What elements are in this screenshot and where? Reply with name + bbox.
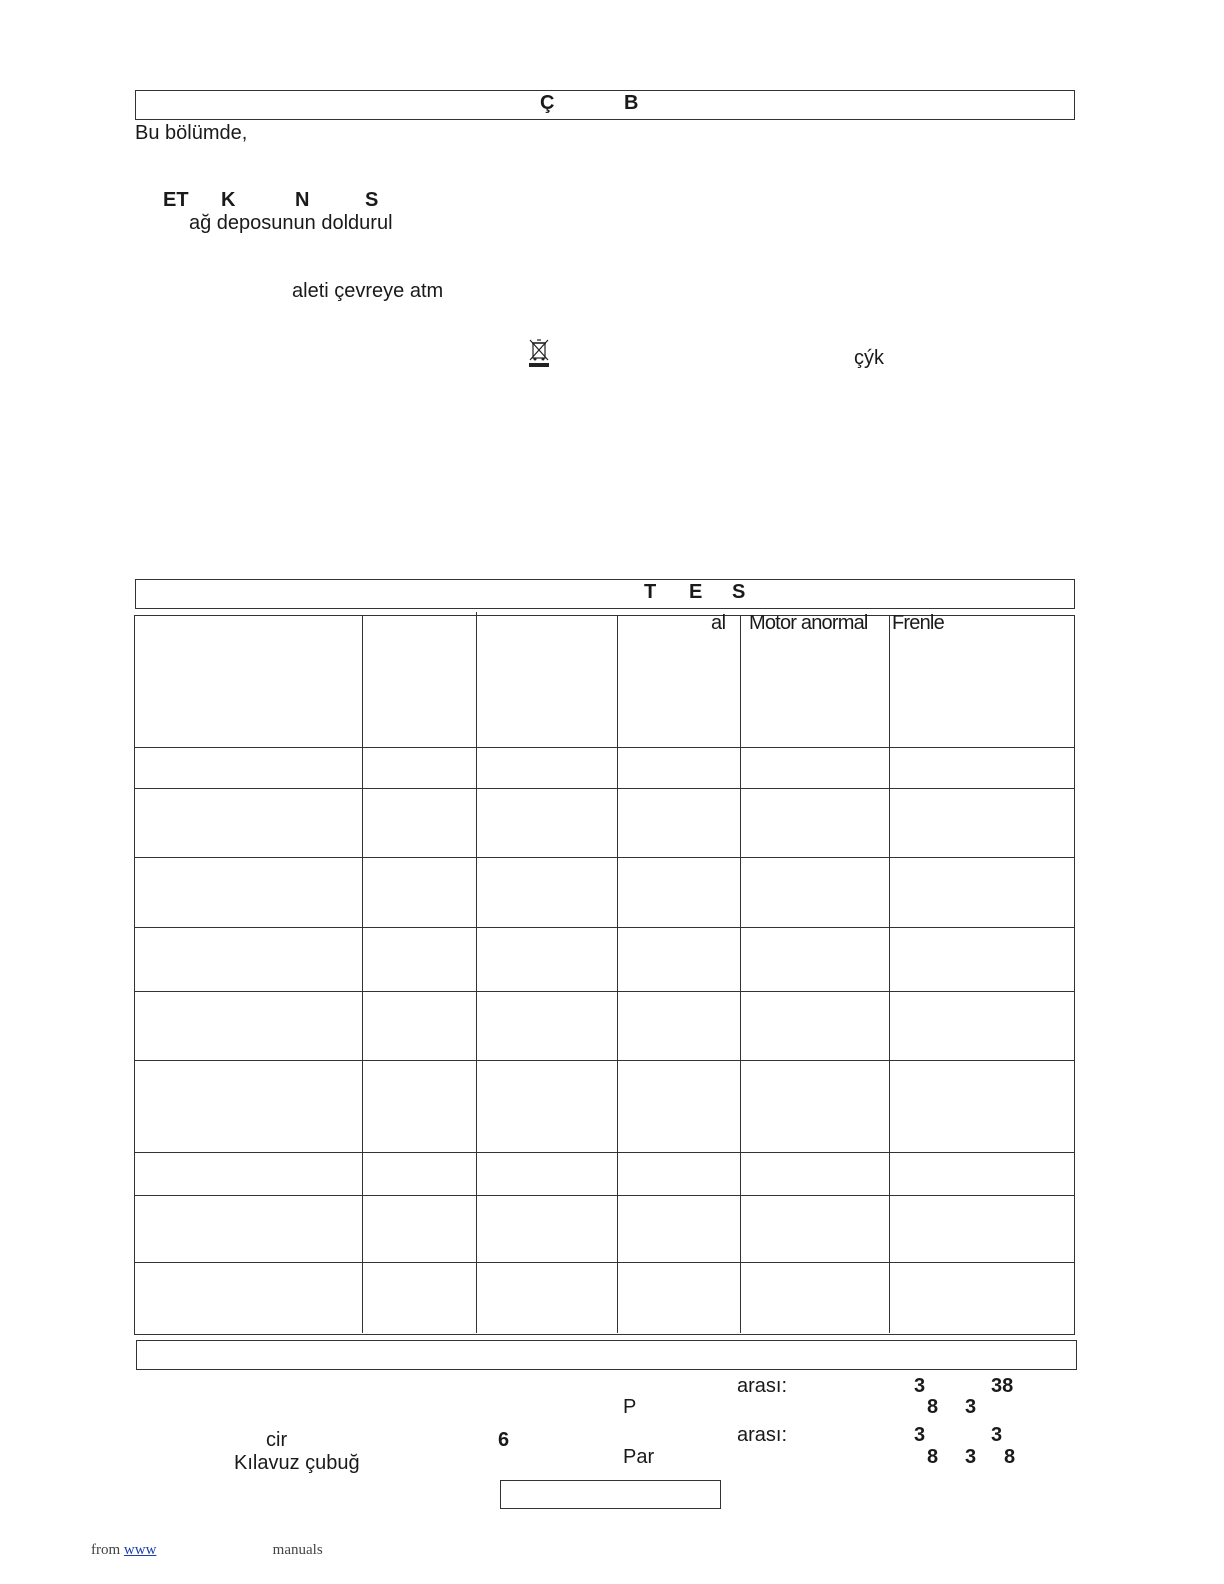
footer-from: from	[91, 1542, 121, 1558]
spec-value: 3	[965, 1396, 977, 1418]
subheading-fragment: S	[365, 189, 379, 211]
spec-label: arası:	[737, 1375, 788, 1397]
table-row-divider	[135, 991, 1074, 992]
crossed-bin-icon	[528, 338, 550, 368]
table-column-divider	[362, 615, 363, 1333]
footer-source	[91, 1542, 323, 1559]
table-header-cell: Motor anormal	[749, 612, 868, 634]
spec-value: 3	[991, 1424, 1003, 1446]
table-column-divider	[617, 615, 618, 1333]
spec-value: 3	[914, 1375, 926, 1397]
section1-line1: ağ deposunun doldurul	[189, 212, 393, 234]
section1-header-letter: B	[624, 92, 639, 114]
section1-intro: Bu bölümde,	[135, 122, 248, 144]
spec-left-text: cir	[266, 1429, 288, 1451]
table-column-divider	[889, 615, 890, 1333]
table-row-divider	[135, 1060, 1074, 1061]
table-row-divider	[135, 857, 1074, 858]
footer-manuals: manuals	[272, 1542, 323, 1558]
spec-left-text: Kılavuz çubuğ	[234, 1452, 360, 1474]
subheading-fragment: K	[221, 189, 236, 211]
table-row-divider	[135, 1152, 1074, 1153]
table-row-divider	[135, 747, 1074, 748]
section1-header-box	[135, 90, 1075, 120]
table-row-divider	[135, 1262, 1074, 1263]
footer-www[interactable]: www	[123, 1542, 157, 1558]
table-header-cell: Frenle	[892, 612, 944, 634]
section1-line2: aleti çevreye atm	[292, 280, 444, 302]
subheading-fragment: N	[295, 189, 310, 211]
spec-value: 8	[927, 1446, 939, 1468]
spec-label: arası:	[737, 1424, 788, 1446]
spec-value: 38	[991, 1375, 1014, 1397]
spec-value: 8	[1004, 1446, 1016, 1468]
spec-value: 6	[498, 1429, 510, 1451]
table-row-divider	[135, 927, 1074, 928]
subheading-fragment: ET	[163, 189, 189, 211]
troubleshooting-table	[134, 615, 1075, 1335]
section2-header-letter: S	[732, 581, 746, 603]
section3-header-box	[136, 1340, 1077, 1370]
table-row-divider	[135, 788, 1074, 789]
spec-value: 3	[965, 1446, 977, 1468]
section2-header-letter: E	[689, 581, 703, 603]
table-header-cell: al	[711, 612, 726, 634]
empty-box	[500, 1480, 721, 1509]
footer-link[interactable]	[124, 1542, 265, 1559]
table-row-divider	[135, 1195, 1074, 1196]
spec-label: P	[623, 1396, 637, 1418]
section1-line3: çýk	[854, 347, 884, 369]
section2-header-letter: T	[644, 581, 657, 603]
spec-value: 3	[914, 1424, 926, 1446]
spec-value: 8	[927, 1396, 939, 1418]
section2-header-box	[135, 579, 1075, 609]
section1-header-letter: Ç	[540, 92, 555, 114]
spec-label: Par	[623, 1446, 655, 1468]
table-column-divider	[740, 615, 741, 1333]
table-column-divider	[476, 612, 477, 1333]
